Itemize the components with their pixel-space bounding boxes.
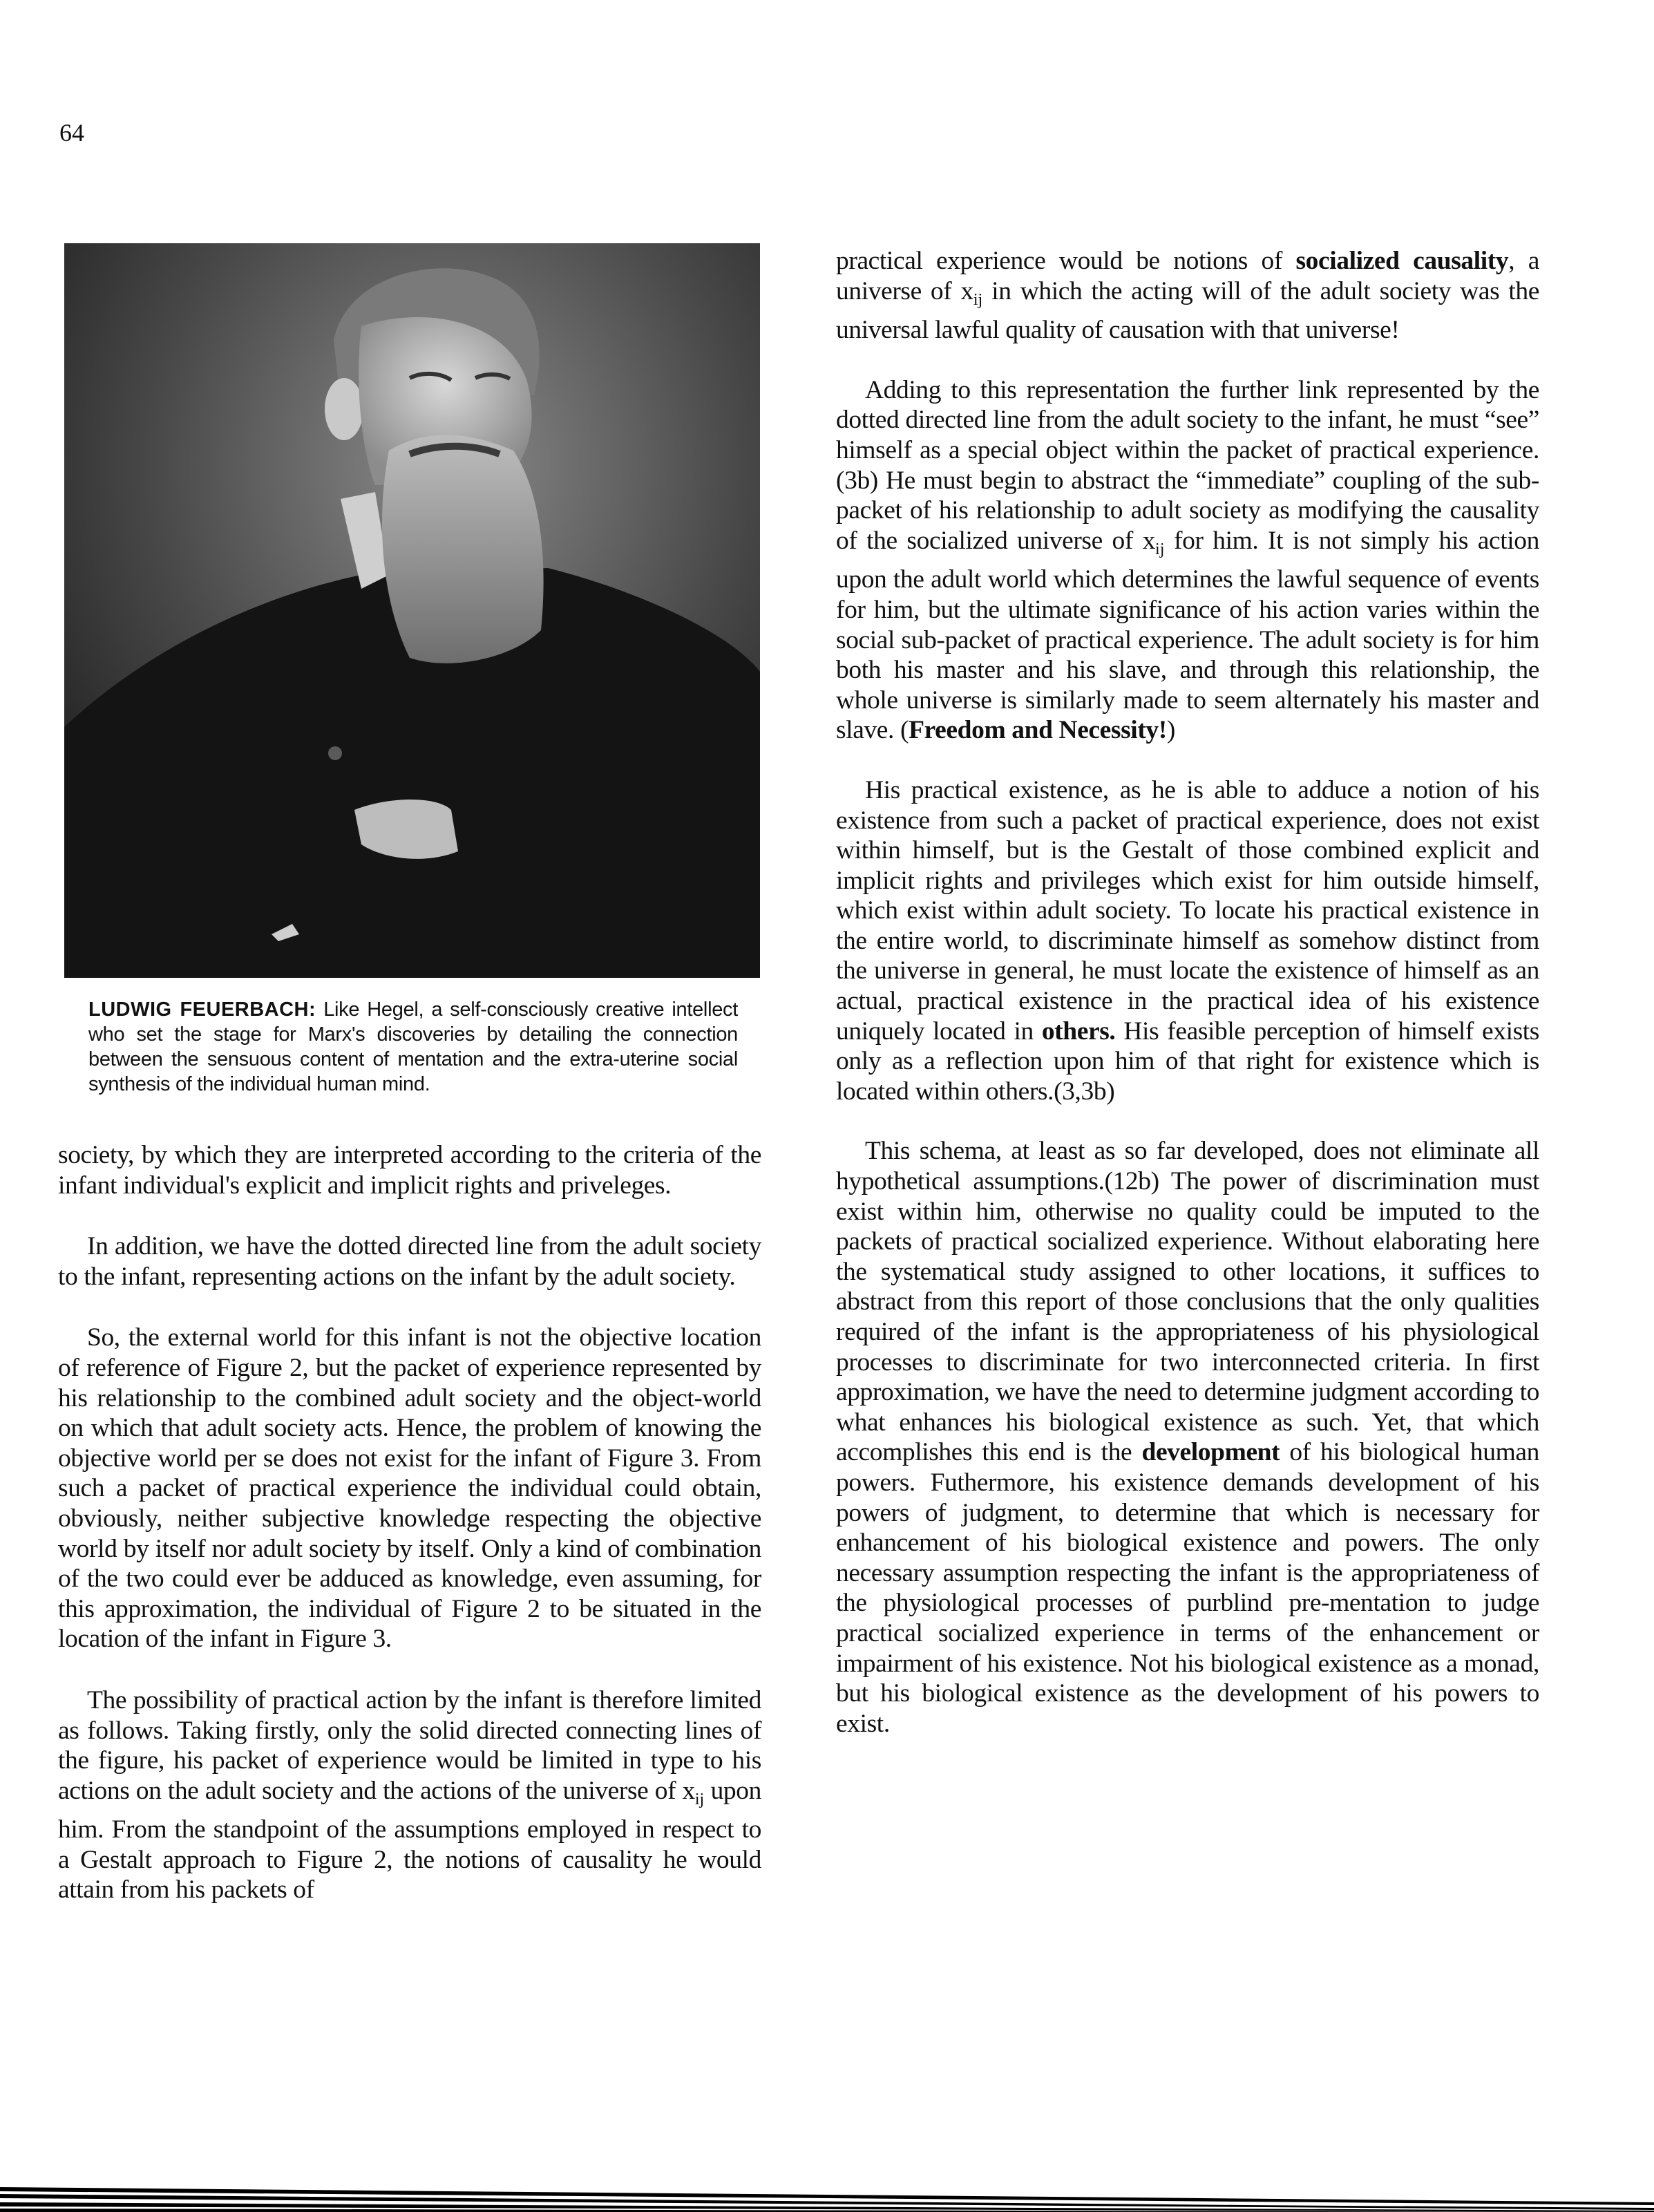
paragraph: So, the external world for this infant is not the objective location of reference of Figure 2, but the packet of experience represented by his relationship to the combined adult society and the object-world on which that adult society acts. Hence, the problem of knowing the objective world per se does not exist for the infant of Figure 3. From such a packet of practical experience the individual could obtain, obviously, neither subjective knowledge respecting the objective world by itself nor adult society by itself. Only a kind of combination of the two could ever be adduced as knowledge, even assuming, for this approximation, the individual of Figure 2 to be situated in the location of the infant in Figure 3. bbox=[58, 1323, 761, 1654]
bold-term: Freedom and Necessity! bbox=[909, 716, 1167, 745]
paragraph-text: for him. It is not simply his action upon the adult world which determines the lawful sequence of events for him, but the ultimate significance of his action varies within the social sub-packet of practical experience. The adult society is for him both his master and his slave, and through this relationship, the whole universe is similarly made to seem alternately his master and slave. ( bbox=[836, 526, 1540, 745]
paragraph bbox=[836, 375, 1539, 746]
portrait-image-icon bbox=[64, 243, 760, 978]
bold-term: socialized causality bbox=[1295, 247, 1509, 275]
paragraph: In addition, we have the dotted directed line from the adult society to the infant, representing actions on the infant by the adult society. bbox=[58, 1232, 761, 1291]
paragraph-text: , a universe of x bbox=[836, 247, 1539, 305]
left-text-column bbox=[58, 1140, 761, 1905]
page-number: 64 bbox=[59, 119, 84, 146]
paragraph-text: Adding to this representation the further link represented by the dotted directed line from the adult society to the infant, he must “see” himself as a special object within the packet of practical experience.(3b) He must begin to abstract the “immediate” coupling of the sub-packet of his relationship to adult society as modifying the causality of the socialized universe of x bbox=[836, 375, 1539, 555]
photo-caption bbox=[88, 997, 738, 1097]
paragraph-text: in which the acting will of the adult society was the universal lawful quality of causation with that universe! bbox=[836, 276, 1540, 345]
scan-edge-rule bbox=[0, 2187, 1654, 2212]
subscript: ij bbox=[1155, 540, 1165, 558]
paragraph bbox=[836, 775, 1539, 1107]
caption-text: Like Hegel, a self-consciously creative intellect who set the stage for Marx's discoveries by detailing the connection between the sensuous content of mentation and the extra-uterine social synthesis of the individual human mind. bbox=[88, 999, 738, 1095]
paragraph bbox=[836, 1136, 1539, 1739]
paragraph-text: of his biological human powers. Futhermore, his existence demands development of his powers of judgment, to determine that which is necessary for enhancement of his biological existence and powers. The only necessary assumption respecting the infant is the appropriateness of the physiological processes of purblind pre-mentation to judge practical socialized experience in terms of the enhancement or impairment of his existence. Not his biological existence as a monad, but his biological existence as the development of his powers to exist. bbox=[836, 1438, 1539, 1738]
subscript: ij bbox=[973, 290, 983, 309]
caption-subject-name: LUDWIG FEUERBACH: bbox=[88, 999, 316, 1021]
paragraph bbox=[58, 1685, 761, 1905]
paragraph-text: upon him. From the standpoint of the assumptions employed in respect to a Gestalt approach to Figure 2, the notions of causality he would attain from his packets of bbox=[58, 1776, 761, 1904]
paragraph: society, by which they are interpreted according to the criteria of the infant individual's explicit and implicit rights and priveleges. bbox=[58, 1141, 761, 1200]
paragraph-text: ) bbox=[1166, 716, 1175, 745]
feuerbach-portrait-photo bbox=[64, 243, 760, 978]
paragraph bbox=[836, 246, 1539, 346]
paragraph-text: practical experience would be notions of bbox=[836, 247, 1296, 275]
paragraph-text: The possibility of practical action by the infant is therefore limited as follows. Taking firstly, only the solid directed connecting lines of the figure, his packet of experience would be limited in type to his actions on the adult society and the actions of the universe of x bbox=[58, 1685, 761, 1805]
subscript: ij bbox=[694, 1790, 705, 1808]
bold-term: others. bbox=[1041, 1017, 1116, 1046]
right-text-column bbox=[836, 246, 1539, 1739]
paragraph-text: His practical existence, as he is able to adduce a notion of his existence from such a packet of practical experience, does not exist within himself, but is the Gestalt of those combined explicit and implicit rights and privileges which exist for him outside himself, which exist within adult society. To locate his practical existence in the entire world, to discriminate himself as somehow distinct from the universe in general, he must locate the existence of himself as an actual, practical existence in the practical idea of his existence uniquely located in bbox=[836, 775, 1539, 1046]
paragraph-text: This schema, at least as so far developed, does not eliminate all hypothetical assumptions.(12b) The power of discrimination must exist within him, otherwise no quality could be imputed to the packets of practical socialized experience. Without elaborating here the systematical study assigned to other locations, it suffices to abstract from this report of those conclusions that the only qualities required of the infant is the appropriateness of his physiological processes to discriminate for two interconnected criteria. In first approximation, we have the need to determine judgment according to what enhances his biological existence as such. Yet, that which accomplishes this end is the bbox=[836, 1137, 1539, 1467]
paragraph-text: His feasible perception of himself exists only as a reflection upon him of that right for existence which is located within others.(3,3b) bbox=[836, 1017, 1539, 1106]
bold-term: development bbox=[1141, 1438, 1280, 1467]
